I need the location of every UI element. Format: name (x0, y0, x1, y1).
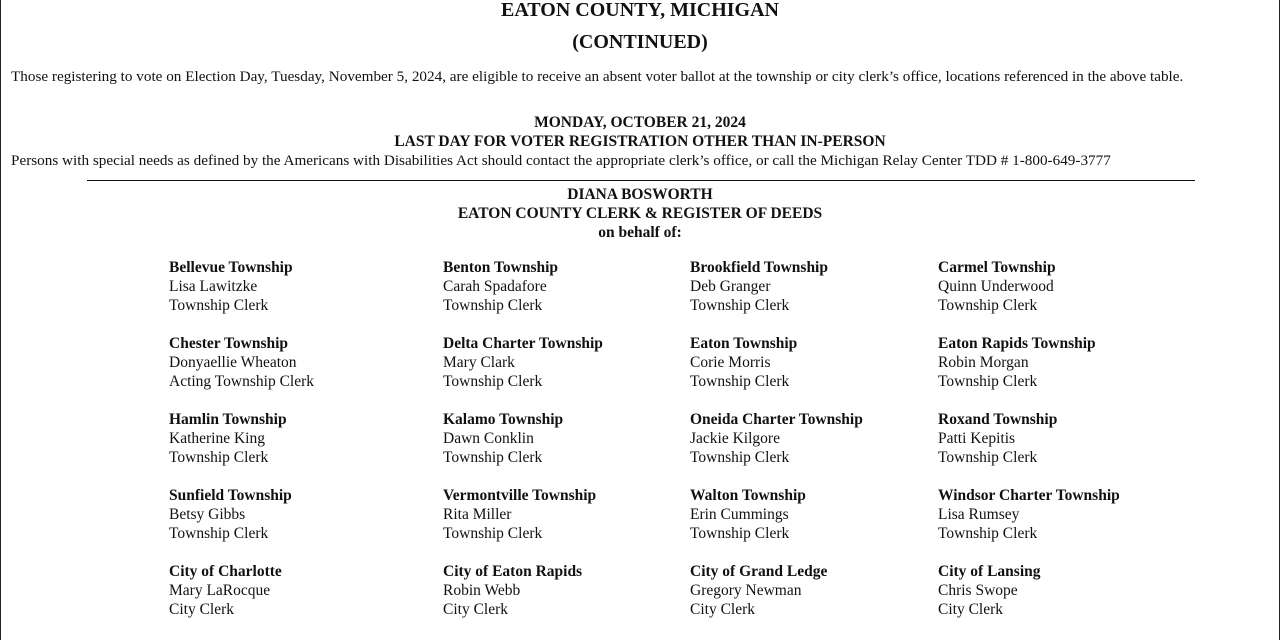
clerk-entry (443, 486, 703, 543)
jurisdiction-name: Oneida Charter Township (690, 411, 863, 428)
jurisdiction-name: City of Lansing (938, 563, 1041, 580)
signer-name: DIANA BOSWORTH (567, 186, 713, 203)
clerk-name: Mary Clark (443, 354, 515, 371)
election-day-paragraph: Those registering to vote on Election Day, Tuesday, November 5, 2024, are eligible to receive an absent voter ballot at the township or city clerk’s office, locations referenced in the above table. (11, 68, 1184, 85)
jurisdiction-name: Hamlin Township (169, 411, 287, 428)
clerk-name: Rita Miller (443, 506, 512, 523)
clerk-title: Township Clerk (443, 525, 543, 542)
clerk-name: Carah Spadafore (443, 278, 547, 295)
jurisdiction-name: Delta Charter Township (443, 335, 603, 352)
clerk-entry (690, 410, 950, 467)
clerk-name: Betsy Gibbs (169, 506, 246, 523)
deadline-text: LAST DAY FOR VOTER REGISTRATION OTHER THAN IN-PERSON (394, 133, 886, 150)
clerk-entry (169, 334, 429, 391)
clerk-title: City Clerk (938, 601, 1004, 618)
jurisdiction-name: Benton Township (443, 259, 559, 276)
clerk-name: Donyaellie Wheaton (169, 354, 297, 371)
deadline-date: MONDAY, OCTOBER 21, 2024 (534, 114, 746, 131)
clerk-entry (690, 258, 950, 315)
continued-heading: (CONTINUED) (572, 31, 708, 53)
jurisdiction-name: Vermontville Township (443, 487, 597, 504)
clerk-entry (938, 562, 1198, 619)
clerk-title: Township Clerk (690, 297, 790, 314)
clerk-entry (690, 562, 950, 619)
clerk-name: Gregory Newman (690, 582, 802, 599)
clerk-title: Township Clerk (169, 297, 269, 314)
clerk-name: Patti Kepitis (938, 430, 1016, 447)
divider-rule (87, 180, 1195, 181)
clerk-name: Corie Morris (690, 354, 771, 371)
county-heading: EATON COUNTY, MICHIGAN (501, 0, 779, 21)
clerk-name: Dawn Conklin (443, 430, 534, 447)
clerk-entry (443, 562, 703, 619)
signer-title: EATON COUNTY CLERK & REGISTER OF DEEDS (457, 205, 823, 222)
jurisdiction-name: Kalamo Township (443, 411, 564, 428)
clerk-entry (690, 486, 950, 543)
clerk-title: Township Clerk (169, 449, 269, 466)
jurisdiction-name: Carmel Township (938, 259, 1056, 276)
clerk-name: Quinn Underwood (938, 278, 1054, 295)
clerk-title: Township Clerk (938, 373, 1038, 390)
clerk-title: Township Clerk (443, 373, 543, 390)
clerk-name: Jackie Kilgore (690, 430, 780, 447)
jurisdiction-name: Eaton Township (690, 335, 798, 352)
clerk-name: Deb Granger (690, 278, 771, 295)
clerk-title: Township Clerk (938, 525, 1038, 542)
clerk-entry (169, 410, 429, 467)
clerk-title: Township Clerk (690, 525, 790, 542)
jurisdiction-name: Brookfield Township (690, 259, 828, 276)
clerk-entry (169, 486, 429, 543)
clerk-name: Lisa Rumsey (938, 506, 1020, 523)
clerk-title: City Clerk (169, 601, 235, 618)
clerk-entry (443, 410, 703, 467)
clerk-entry (938, 258, 1198, 315)
clerk-title: Acting Township Clerk (169, 373, 315, 390)
clerk-title: Township Clerk (443, 297, 543, 314)
jurisdiction-name: Windsor Charter Township (938, 487, 1120, 504)
clerk-title: City Clerk (690, 601, 756, 618)
clerk-entry (690, 334, 950, 391)
clerk-entry (938, 486, 1198, 543)
clerk-name: Robin Webb (443, 582, 521, 599)
jurisdiction-name: Bellevue Township (169, 259, 293, 276)
clerk-title: Township Clerk (938, 297, 1038, 314)
clerk-entry (443, 258, 703, 315)
clerk-title: City Clerk (443, 601, 509, 618)
clerk-name: Katherine King (169, 430, 265, 447)
clerk-entry (169, 258, 429, 315)
jurisdiction-name: Sunfield Township (169, 487, 292, 504)
jurisdiction-name: City of Grand Ledge (690, 563, 828, 580)
clerk-name: Lisa Lawitzke (169, 278, 258, 295)
clerk-title: Township Clerk (169, 525, 269, 542)
clerk-name: Robin Morgan (938, 354, 1029, 371)
clerk-entry (938, 334, 1198, 391)
clerk-title: Township Clerk (690, 373, 790, 390)
jurisdiction-name: Chester Township (169, 335, 289, 352)
special-needs-paragraph: Persons with special needs as defined by the Americans with Disabilities Act should contact the appropriate clerk’s office, or call the Michigan Relay Center TDD # 1-800-649-3777 (11, 152, 1111, 169)
clerk-name: Erin Cummings (690, 506, 789, 523)
clerk-title: Township Clerk (443, 449, 543, 466)
jurisdiction-name: City of Charlotte (169, 563, 282, 580)
jurisdiction-name: Eaton Rapids Township (938, 335, 1096, 352)
on-behalf-label: on behalf of: (598, 224, 682, 241)
clerk-title: Township Clerk (690, 449, 790, 466)
jurisdiction-name: Walton Township (690, 487, 806, 504)
jurisdiction-name: City of Eaton Rapids (443, 563, 583, 580)
clerk-title: Township Clerk (938, 449, 1038, 466)
clerk-name: Mary LaRocque (169, 582, 271, 599)
jurisdiction-name: Roxand Township (938, 411, 1058, 428)
clerk-entry (169, 562, 429, 619)
clerk-name: Chris Swope (938, 582, 1018, 599)
clerk-entry (938, 410, 1198, 467)
clerk-entry (443, 334, 703, 391)
